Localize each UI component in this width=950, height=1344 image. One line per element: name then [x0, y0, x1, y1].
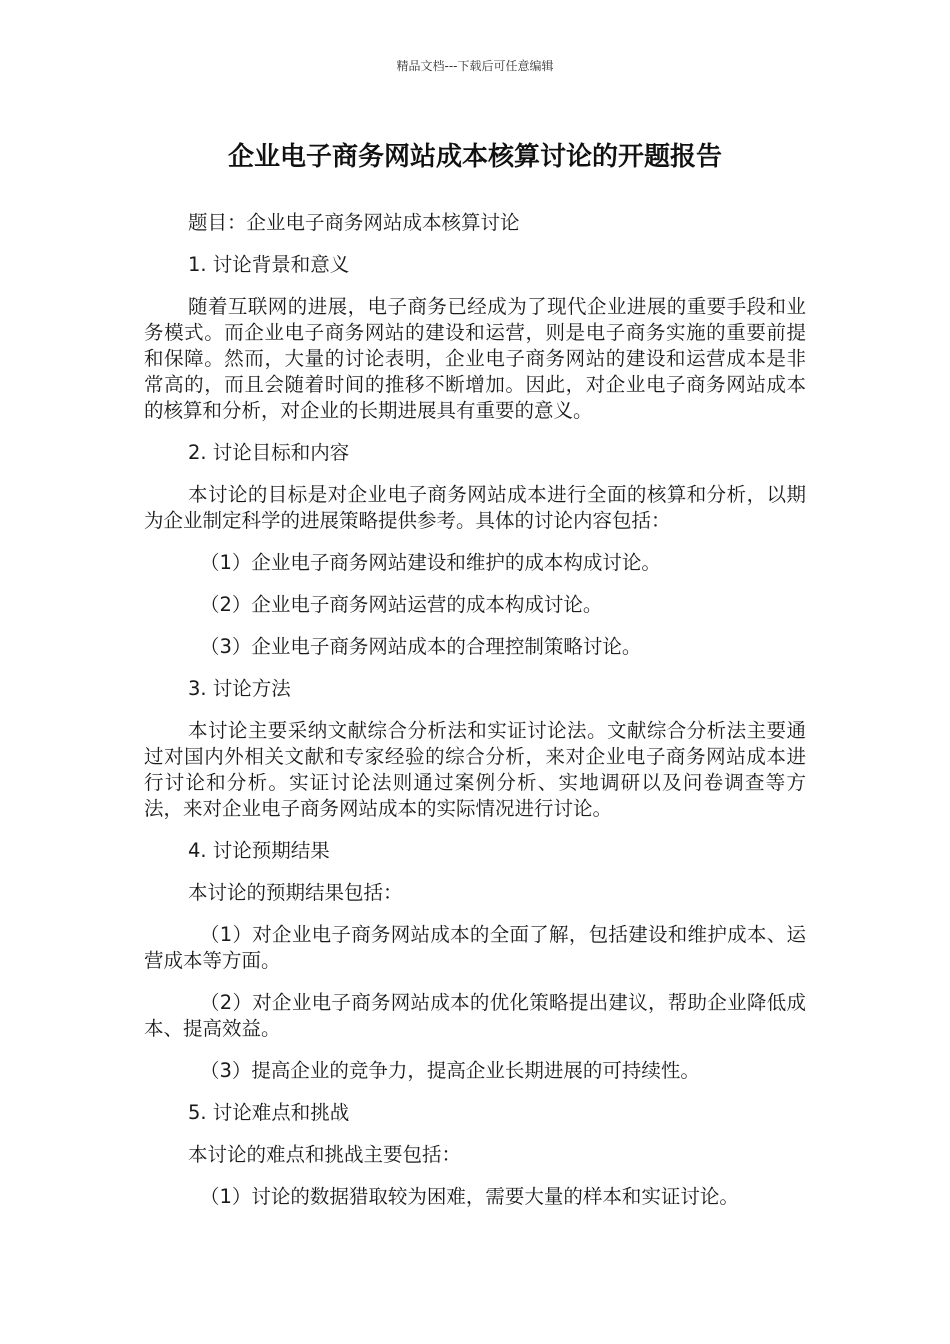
challenges-intro: 本讨论的难点和挑战主要包括：: [188, 1143, 462, 1166]
expected-results-intro: 本讨论的预期结果包括：: [188, 881, 403, 904]
topic-line: 题目：企业电子商务网站成本核算讨论: [188, 211, 520, 234]
section-heading-objectives: 2. 讨论目标和内容: [188, 441, 350, 464]
challenge-item-1: （1）讨论的数据猎取较为困难，需要大量的样本和实证讨论。: [200, 1185, 739, 1208]
methods-paragraph: 本讨论主要采纳文献综合分析法和实证讨论法。文献综合分析法主要通过对国内外相关文献和专家经验的综合分析，来对企业电子商务网站成本进行讨论和分析。实证讨论法则通过案例分析、实地调研以及问卷调查等方法，来对企业电子商务网站成本的实际情况进行讨论。: [144, 719, 806, 820]
objective-item-1: （1）企业电子商务网站建设和维护的成本构成讨论。: [200, 551, 661, 574]
objective-item-3: （3）企业电子商务网站成本的合理控制策略讨论。: [200, 635, 642, 658]
objective-item-2: （2）企业电子商务网站运营的成本构成讨论。: [200, 593, 603, 616]
background-paragraph: 随着互联网的进展，电子商务已经成为了现代企业进展的重要手段和业务模式。而企业电子商务网站的建设和运营，则是电子商务实施的重要前提和保障。然而，大量的讨论表明，企业电子商务网站的建设和运营成本是非常高的，而且会随着时间的推移不断增加。因此，对企业电子商务网站成本的核算和分析，对企业的长期进展具有重要的意义。: [144, 295, 806, 422]
objectives-paragraph: 本讨论的目标是对企业电子商务网站成本进行全面的核算和分析，以期为企业制定科学的进展策略提供参考。具体的讨论内容包括：: [144, 483, 806, 532]
expected-result-item-1: （1）对企业电子商务网站成本的全面了解，包括建设和维护成本、运营成本等方面。: [144, 923, 806, 972]
document-title: 企业电子商务网站成本核算讨论的开题报告: [227, 142, 722, 172]
section-heading-challenges: 5. 讨论难点和挑战: [188, 1101, 350, 1124]
page-header-note: 精品文档---下载后可任意编辑: [396, 59, 554, 73]
expected-result-item-3: （3）提高企业的竞争力，提高企业长期进展的可持续性。: [200, 1059, 700, 1082]
section-heading-background: 1. 讨论背景和意义: [188, 253, 350, 276]
section-heading-expected-results: 4. 讨论预期结果: [188, 839, 330, 862]
section-heading-methods: 3. 讨论方法: [188, 677, 291, 700]
document-body: [144, 210, 806, 1226]
expected-result-item-2: （2）对企业电子商务网站成本的优化策略提出建议，帮助企业降低成本、提高效益。: [144, 991, 806, 1040]
